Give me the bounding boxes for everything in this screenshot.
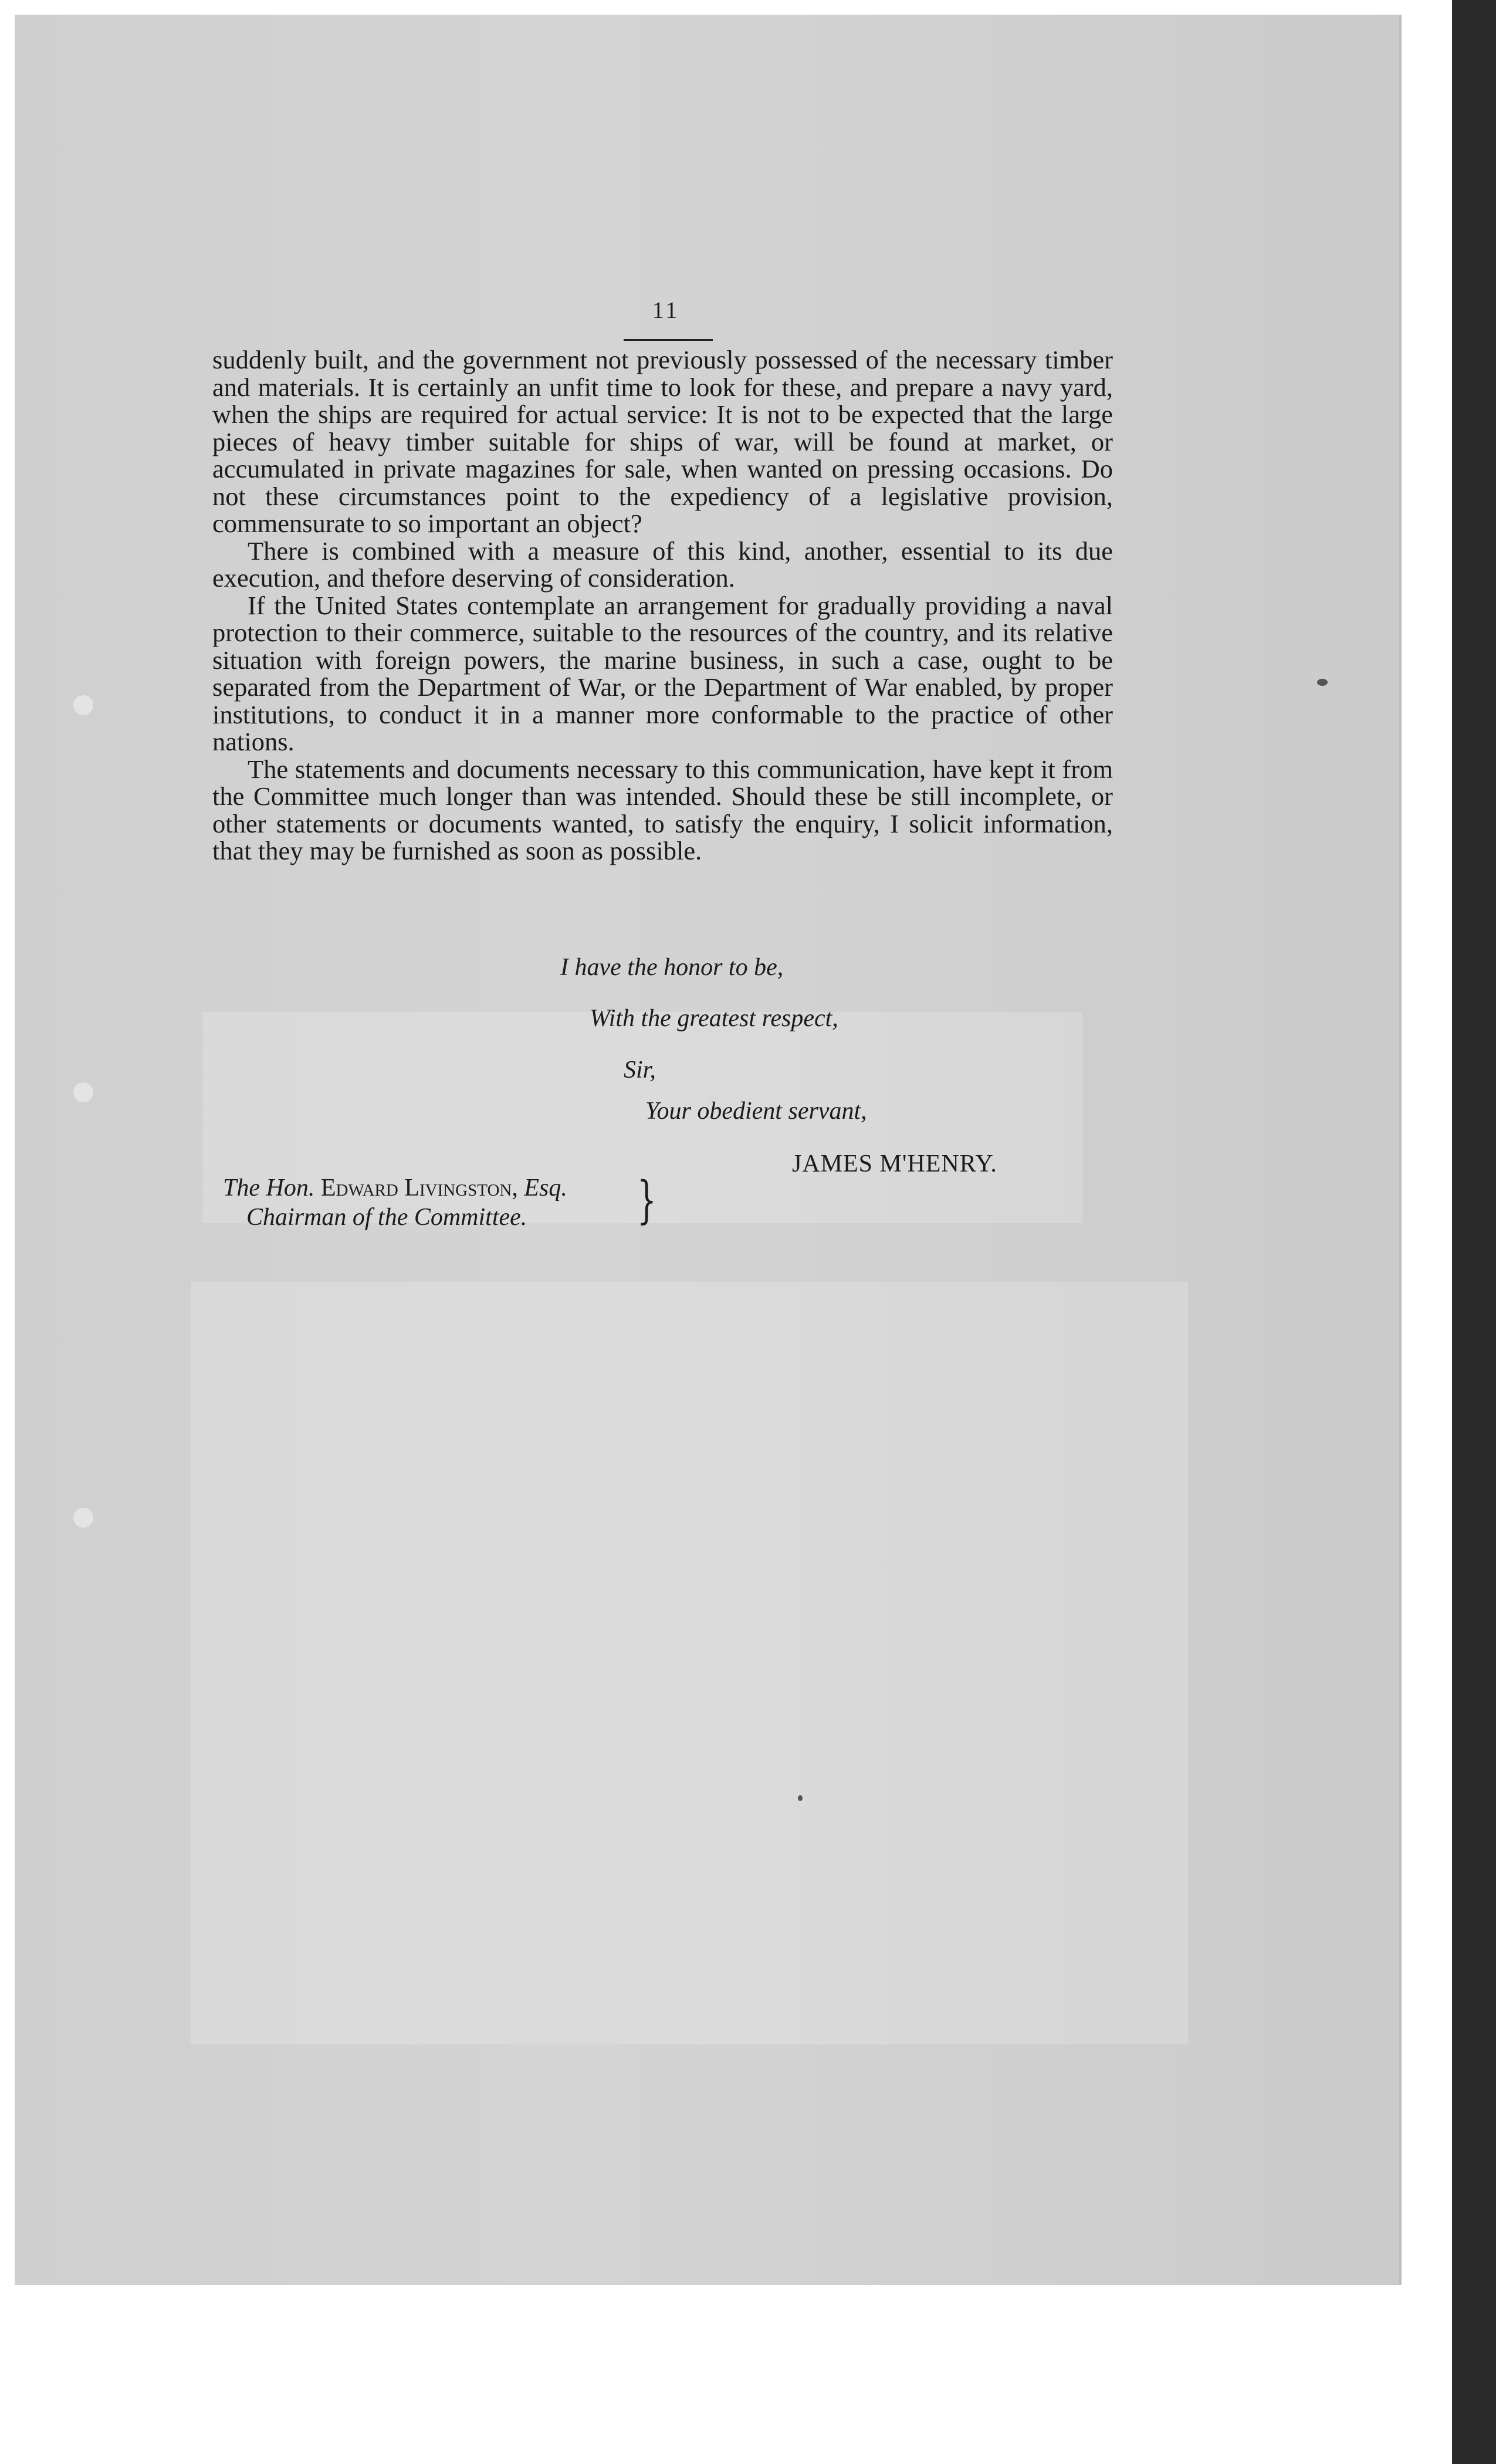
binding-hole: [73, 1082, 93, 1102]
ink-spot: [1317, 679, 1328, 686]
page-number-rule: [624, 339, 713, 341]
addressee-block: The Hon. Edward Livingston, Esq. Chairman of the Committee.: [223, 1175, 567, 1231]
closing-line: Your obedient servant,: [645, 1098, 867, 1125]
addressee-prefix: The Hon.: [223, 1175, 315, 1201]
closing-line: With the greatest respect,: [590, 1005, 838, 1032]
body-paragraph: There is combined with a measure of this kind, another, essential to its due execution, and thefore deserving of consideration.: [212, 536, 1113, 593]
signature: JAMES M'HENRY.: [792, 1150, 997, 1177]
closing-line: Sir,: [624, 1057, 656, 1084]
body-paragraph: suddenly built, and the government not previously possessed of the necessary timber and materials. It is certainly an unfit time to look for these, and prepare a navy yard, when the ships are required for actual service: It is not to be expected that the large pieces of heavy timber suitable for ships of war, will be found at market, or accumulated in private magazines for sale, when wanted on pressing occasions. Do not these circumstances point to the expediency of a legislative provision, commensurate to so important an object?: [212, 345, 1113, 538]
binding-hole: [73, 695, 93, 715]
brace-symbol: }: [637, 1171, 656, 1230]
ink-spot: [798, 1795, 803, 1801]
show-through-area: [191, 1282, 1188, 2045]
body-paragraph: The statements and documents necessary to this communication, have kept it from the Committee much longer than was intended. Should these be still incomplete, or other statements or documents wanted, to satisfy the enquiry, I solicit information, that they may be furnished as soon as possible.: [212, 754, 1113, 865]
scan-background-edge: [1452, 0, 1496, 2464]
page-number: 11: [652, 297, 680, 323]
closing-line: I have the honor to be,: [560, 954, 784, 981]
addressee-name: Edward Livingston: [320, 1175, 512, 1201]
letter-body: [212, 346, 1113, 865]
addressee-title: Chairman of the Committee.: [246, 1204, 527, 1231]
body-paragraph: If the United States contemplate an arrangement for gradually providing a naval protection to their commerce, suitable to the resources of the country, and its relative situation with foreign powers, the marine business, in such a case, ought to be separated from the Department of War, or the Department of War enabled, by proper institutions, to conduct it in a manner more conformable to the practice of other nations.: [212, 590, 1113, 756]
binding-hole: [73, 1508, 93, 1528]
addressee-suffix: Esq.: [524, 1175, 567, 1201]
